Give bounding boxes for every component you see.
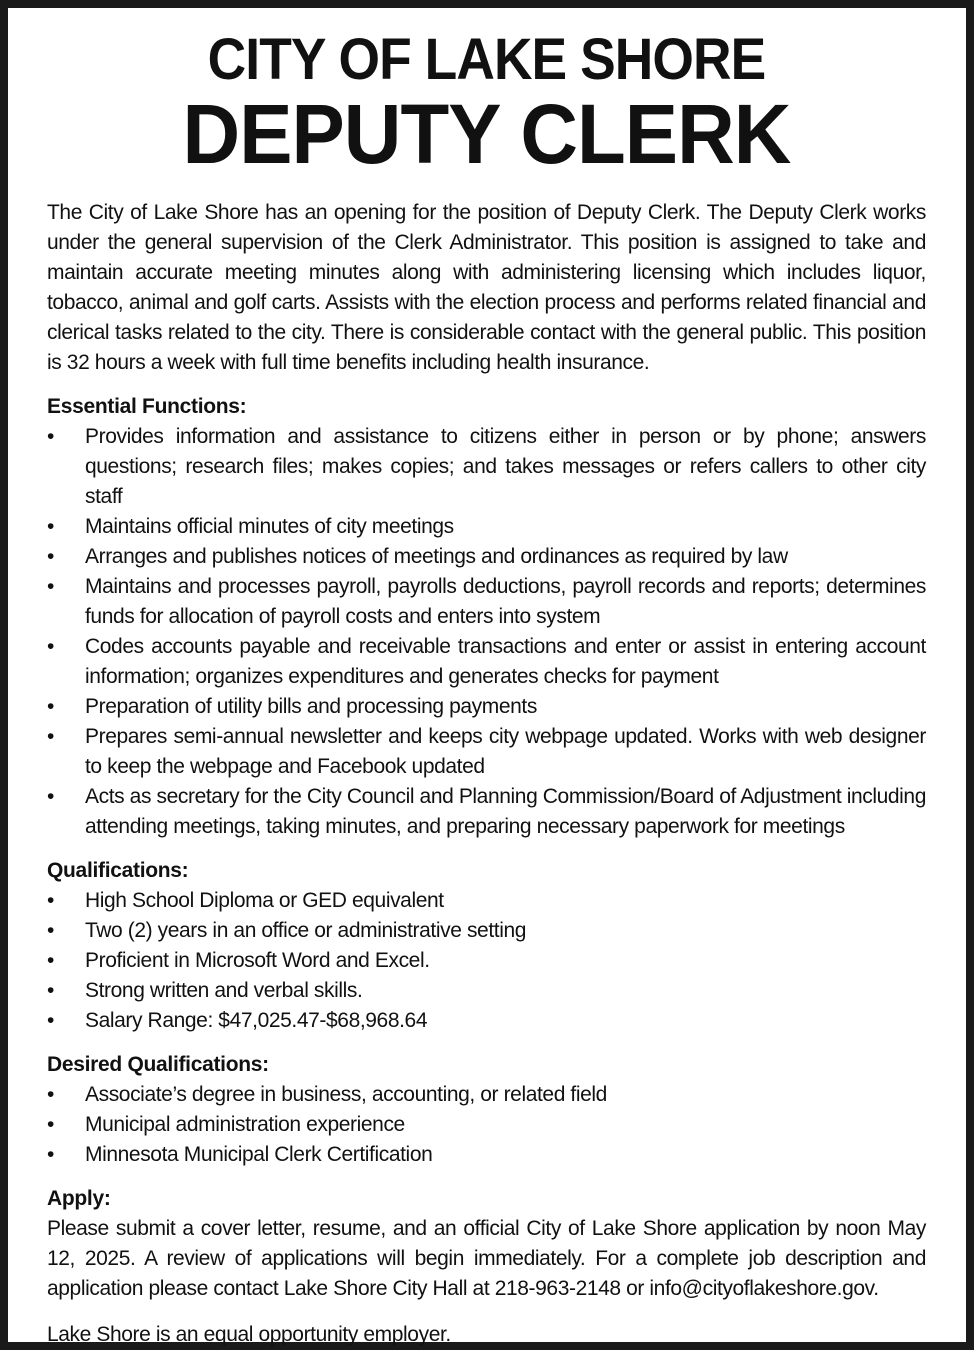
salary-range: Salary Range: $47,025.47-$68,968.64	[85, 1009, 428, 1032]
list-item-text: Prepares semi-annual newsletter and keeps city webpage updated. Works with web designer to keep the webpage and Facebook updated	[85, 725, 926, 778]
bullet-icon: •	[47, 515, 54, 538]
bullet-icon: •	[47, 695, 54, 718]
bullet-icon: •	[47, 889, 54, 912]
list-item-text: Minnesota Municipal Clerk Certification	[85, 1143, 433, 1166]
list-item	[47, 1080, 926, 1110]
desired-qualifications-list	[47, 1080, 926, 1170]
list-item	[47, 542, 926, 572]
list-item	[47, 1006, 926, 1036]
list-item	[47, 782, 926, 842]
bullet-icon: •	[47, 1113, 54, 1136]
list-item	[47, 722, 926, 782]
bullet-icon: •	[47, 1083, 54, 1106]
list-item	[47, 1140, 926, 1170]
intro-paragraph: The City of Lake Shore has an opening for the position of Deputy Clerk. The Deputy Clerk works under the general supervision of the Clerk Administrator. This position is assigned to take and maintain accurate meeting minutes along with administering licensing which includes liquor, tobacco, animal and golf carts. Assists with the election process and performs related financial and clerical tasks related to the city. There is considerable contact with the general public. This position is 32 hours a week with full time benefits including health insurance.	[47, 201, 926, 374]
list-item-text: Maintains official minutes of city meetings	[85, 515, 454, 538]
bullet-icon: •	[47, 785, 54, 808]
bullet-icon: •	[47, 919, 54, 942]
list-item-text: Acts as secretary for the City Council and Planning Commission/Board of Adjustment including attending meetings, taking minutes, and preparing necessary paperwork for meetings	[85, 785, 926, 838]
list-item	[47, 422, 926, 512]
list-item	[47, 1110, 926, 1140]
bullet-icon: •	[47, 1009, 54, 1032]
list-item	[47, 572, 926, 632]
list-item	[47, 916, 926, 946]
list-item	[47, 512, 926, 542]
position-title: DEPUTY CLERK	[182, 87, 791, 181]
bullet-icon: •	[47, 425, 54, 448]
list-item-text: Maintains and processes payroll, payrolls deductions, payroll records and reports; determines funds for allocation of payroll costs and enters into system	[85, 575, 926, 628]
apply-heading: Apply:	[47, 1187, 111, 1210]
list-item-text: Preparation of utility bills and processing payments	[85, 695, 537, 718]
list-item-text: Provides information and assistance to citizens either in person or by phone; answers questions; research files; makes copies; and takes messages or refers callers to other city staff	[85, 425, 926, 508]
list-item	[47, 886, 926, 916]
equal-opportunity-statement: Lake Shore is an equal opportunity employer.	[47, 1323, 451, 1346]
list-item-text: Two (2) years in an office or administrative setting	[85, 919, 527, 942]
bullet-icon: •	[47, 635, 54, 658]
qualifications-heading: Qualifications:	[47, 859, 189, 882]
list-item	[47, 946, 926, 976]
list-item	[47, 976, 926, 1006]
list-item-text: Proficient in Microsoft Word and Excel.	[85, 949, 430, 972]
desired-qualifications-heading: Desired Qualifications:	[47, 1053, 269, 1076]
bullet-icon: •	[47, 725, 54, 748]
list-item	[47, 692, 926, 722]
bullet-icon: •	[47, 1143, 54, 1166]
essential-functions-list	[47, 422, 926, 842]
city-title: CITY OF LAKE SHORE	[207, 27, 766, 92]
list-item-text: Municipal administration experience	[85, 1113, 405, 1136]
bullet-icon: •	[47, 949, 54, 972]
list-item-text: Strong written and verbal skills.	[85, 979, 363, 1002]
qualifications-list	[47, 886, 926, 1036]
apply-paragraph: Please submit a cover letter, resume, and an official City of Lake Shore application by noon May 12, 2025. A review of applications will begin immediately. For a complete job description and application please contact Lake Shore City Hall at 218-963-2148 or info@cityoflakeshore.gov.	[47, 1217, 926, 1300]
list-item	[47, 632, 926, 692]
bullet-icon: •	[47, 979, 54, 1002]
list-item-text: Arranges and publishes notices of meetings and ordinances as required by law	[85, 545, 788, 568]
bullet-icon: •	[47, 545, 54, 568]
essential-functions-heading: Essential Functions:	[47, 395, 247, 418]
list-item-text: Codes accounts payable and receivable transactions and enter or assist in entering account information; organizes expenditures and generates checks for payment	[85, 635, 926, 688]
bullet-icon: •	[47, 575, 54, 598]
list-item-text: Associate’s degree in business, accounting, or related field	[85, 1083, 607, 1106]
list-item-text: High School Diploma or GED equivalent	[85, 889, 444, 912]
